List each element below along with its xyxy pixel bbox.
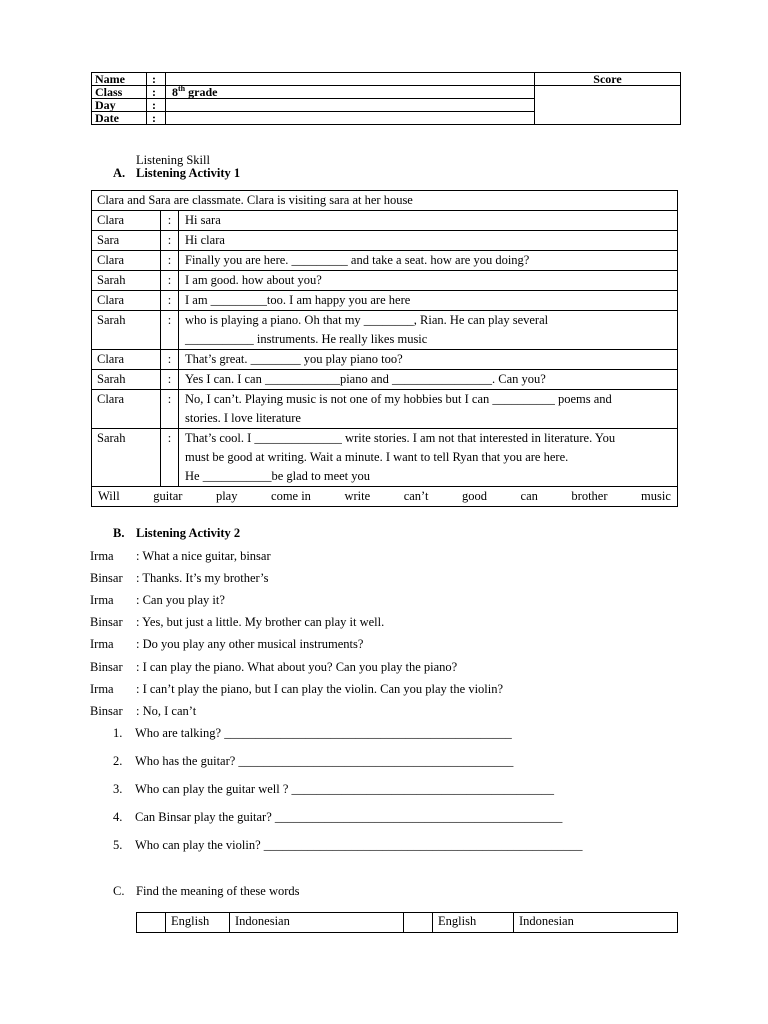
dialogue-text (179, 350, 678, 370)
question-number: 2. (113, 754, 123, 768)
class-field (166, 86, 535, 99)
question-item[interactable] (113, 810, 562, 824)
name-field[interactable] (166, 73, 535, 86)
question-text: Who can play the violin? ___________________________________________________ (135, 838, 583, 852)
word-bank-item: can’t (403, 489, 429, 503)
question-number: 4. (113, 810, 123, 824)
speaker-colon: : (161, 291, 179, 311)
word-bank-item: can (520, 489, 538, 503)
name-colon: : (147, 73, 166, 86)
dialogue-row (92, 291, 678, 311)
question-number: 5. (113, 838, 123, 852)
activity3-number: C. (113, 884, 125, 898)
speaker-name: Sara (92, 231, 161, 251)
dialogue-text: : No, I can’t (136, 704, 197, 718)
dialogue-row (92, 370, 678, 390)
dialogue-row (92, 211, 678, 231)
word-bank-item: brother (571, 489, 608, 503)
dialogue-line: who is playing a piano. Oh that my ________, Rian. He can play several (185, 313, 549, 327)
dialogue-text (179, 291, 678, 311)
day-field[interactable] (166, 99, 535, 112)
dialogue-line (90, 637, 363, 651)
speaker-name: Irma (90, 549, 114, 563)
word-bank-item: come in (271, 489, 311, 503)
vocab-col-indonesian-1: Indonesian (230, 913, 404, 933)
activity3-heading (113, 884, 300, 899)
dialogue-text (179, 251, 678, 271)
speaker-name: Sarah (92, 311, 161, 350)
dialogue-text (179, 231, 678, 251)
dialogue-line (90, 549, 271, 563)
dialogue-line (90, 593, 225, 607)
dialogue-row (92, 271, 678, 291)
activity2-number: B. (113, 526, 125, 540)
class-suffix: th (178, 84, 186, 93)
class-colon: : (147, 86, 166, 99)
vocab-col-blank-1 (137, 913, 166, 933)
question-item[interactable] (113, 754, 513, 768)
question-number: 3. (113, 782, 123, 796)
word-bank-cell (92, 487, 678, 507)
dialogue-line: stories. I love literature (185, 411, 301, 425)
day-colon: : (147, 99, 166, 112)
dialogue-text (179, 271, 678, 291)
speaker-colon: : (161, 271, 179, 291)
question-item[interactable] (113, 838, 583, 852)
dialogue-text (179, 429, 678, 487)
dialogue-text (179, 311, 678, 350)
dialogue-row (92, 350, 678, 370)
question-text: Who has the guitar? ____________________________________________ (135, 754, 514, 768)
dialogue-text (179, 211, 678, 231)
speaker-name: Sarah (92, 429, 161, 487)
word-bank-item: write (344, 489, 371, 503)
dialogue-text: : Can you play it? (136, 593, 225, 607)
dialogue-text (179, 370, 678, 390)
dialogue-row (92, 390, 678, 429)
question-text: Who are talking? ______________________________________________ (135, 726, 512, 740)
activity3-title: Find the meaning of these words (136, 884, 300, 898)
listening-skill-heading: Listening Skill (136, 153, 210, 167)
dialogue-line: That’s great. ________ you play piano too? (185, 352, 403, 366)
class-number: 8 (172, 85, 178, 99)
vocabulary-table (136, 912, 678, 933)
speaker-name: Irma (90, 682, 114, 696)
speaker-name: Clara (92, 211, 161, 231)
speaker-colon: : (161, 311, 179, 350)
speaker-name: Binsar (90, 615, 123, 629)
class-label: Class (92, 86, 147, 99)
question-text: Can Binsar play the guitar? ______________________________________________ (135, 810, 563, 824)
dialogue-row (92, 231, 678, 251)
dialogue-text: : I can play the piano. What about you? Can you play the piano? (136, 660, 458, 674)
activity1-dialogue-table (91, 190, 678, 507)
speaker-colon: : (161, 390, 179, 429)
score-label: Score (535, 73, 681, 86)
word-bank-item: music (641, 489, 671, 503)
activity2-title: Listening Activity 2 (136, 526, 241, 540)
dialogue-line (90, 704, 196, 718)
vocabulary-header-row (137, 913, 678, 933)
dialogue-row (92, 251, 678, 271)
activity1-intro: Clara and Sara are classmate. Clara is visiting sara at her house (92, 191, 678, 211)
speaker-name: Binsar (90, 660, 123, 674)
question-item[interactable] (113, 726, 512, 740)
dialogue-line: Yes I can. I can ____________piano and ________________. Can you? (185, 372, 546, 386)
dialogue-text (179, 390, 678, 429)
date-colon: : (147, 112, 166, 125)
activity1-number: A. (113, 166, 126, 180)
word-bank-item: guitar (153, 489, 183, 503)
speaker-name: Clara (92, 291, 161, 311)
name-label: Name (92, 73, 147, 86)
speaker-name: Binsar (90, 704, 123, 718)
class-row (92, 86, 681, 99)
date-field[interactable] (166, 112, 535, 125)
intro-row (92, 191, 678, 211)
date-label: Date (92, 112, 147, 125)
dialogue-line (90, 682, 503, 696)
word-bank-item: good (461, 489, 487, 503)
dialogue-line: ___________ instruments. He really likes music (185, 332, 428, 346)
dialogue-line: Hi clara (185, 233, 225, 247)
word-bank (95, 487, 674, 506)
dialogue-line (90, 615, 384, 629)
dialogue-text: : Thanks. It’s my brother’s (136, 571, 269, 585)
speaker-colon: : (161, 211, 179, 231)
activity2-heading (113, 526, 240, 541)
dialogue-line: No, I can’t. Playing music is not one of my hobbies but I can __________ poems and (185, 392, 612, 406)
dialogue-line: I am _________too. I am happy you are here (185, 293, 411, 307)
vocab-col-english-2: English (433, 913, 514, 933)
dialogue-line: I am good. how about you? (185, 273, 322, 287)
activity1-heading (113, 166, 240, 181)
word-bank-item: play (215, 489, 238, 503)
student-info-table (91, 72, 681, 125)
class-grade: grade (185, 85, 218, 99)
vocab-col-indonesian-2: Indonesian (514, 913, 678, 933)
word-bank-row (92, 487, 678, 507)
activity1-title: Listening Activity 1 (136, 166, 241, 180)
dialogue-text: : What a nice guitar, binsar (136, 549, 271, 563)
question-item[interactable] (113, 782, 554, 796)
speaker-name: Irma (90, 637, 114, 651)
speaker-name: Irma (90, 593, 114, 607)
vocab-col-blank-2 (404, 913, 433, 933)
dialogue-line: That’s cool. I ______________ write stories. I am not that interested in literature. You (185, 431, 616, 445)
speaker-name: Clara (92, 390, 161, 429)
dialogue-line (90, 660, 457, 674)
dialogue-line: He ___________be glad to meet you (185, 469, 371, 483)
dialogue-rows (92, 211, 678, 487)
question-text: Who can play the guitar well ? __________________________________________ (135, 782, 555, 796)
dialogue-line: Hi sara (185, 213, 221, 227)
question-number: 1. (113, 726, 123, 740)
dialogue-line: must be good at writing. Wait a minute. I want to tell Ryan that you are here. (185, 450, 569, 464)
speaker-name: Sarah (92, 370, 161, 390)
speaker-colon: : (161, 370, 179, 390)
speaker-name: Binsar (90, 571, 123, 585)
dialogue-line (90, 571, 269, 585)
speaker-name: Clara (92, 350, 161, 370)
speaker-name: Clara (92, 251, 161, 271)
speaker-colon: : (161, 251, 179, 271)
speaker-colon: : (161, 231, 179, 251)
vocab-col-english-1: English (166, 913, 230, 933)
dialogue-row (92, 429, 678, 487)
speaker-name: Sarah (92, 271, 161, 291)
speaker-colon: : (161, 350, 179, 370)
score-box[interactable] (535, 86, 681, 125)
dialogue-text: : Do you play any other musical instruments? (136, 637, 364, 651)
dialogue-text: : Yes, but just a little. My brother can play it well. (136, 615, 385, 629)
dialogue-line: Finally you are here. _________ and take a seat. how are you doing? (185, 253, 530, 267)
dialogue-text: : I can’t play the piano, but I can play the violin. Can you play the violin? (136, 682, 504, 696)
speaker-colon: : (161, 429, 179, 487)
day-label: Day (92, 99, 147, 112)
word-bank-item: Will (98, 489, 120, 503)
dialogue-row (92, 311, 678, 350)
